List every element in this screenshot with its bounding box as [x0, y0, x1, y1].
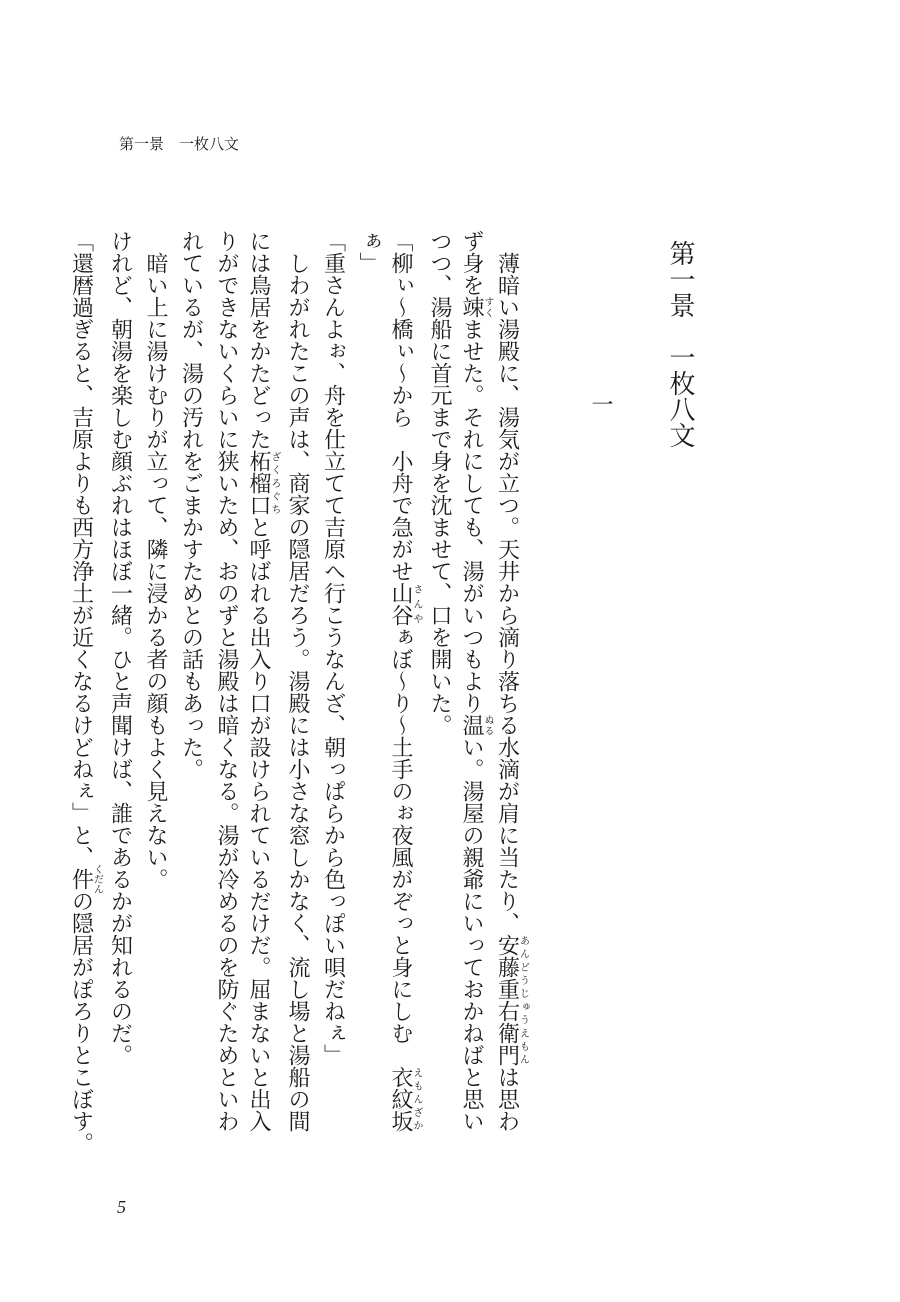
ruby-base: 件: [68, 864, 94, 894]
ruby-text: えもんざか: [411, 1066, 422, 1132]
text-line: [315, 230, 351, 1170]
text-segment: 「柳ぃ～橋ぃ～から 小舟で急がせ: [388, 230, 413, 582]
ruby-text: くだん: [91, 864, 103, 894]
text-segment: 「重さんよぉ、舟を仕立てて吉原へ行こうなんざ、朝っぱらから色っぽい唄だねぇ」: [320, 230, 346, 1066]
chapter-title: 第一景 一枚八文: [665, 240, 695, 448]
ruby-annotation: [494, 934, 529, 1066]
ruby-base: 衣紋坂: [388, 1066, 413, 1132]
text-line: [67, 230, 103, 1170]
ruby-base: 柘榴口: [246, 450, 271, 516]
text-segment: しわがれたこの声は、商家の隠居だろう。湯殿には小さな窓しかなく、流し場と湯船の間: [285, 230, 310, 1132]
text-line: [351, 230, 387, 1170]
text-segment: りができないくらいに狭いため、おのずと湯殿は暗くなる。湯が冷めるのを防ぐためといわ: [214, 230, 239, 1132]
text-segment: ず身を: [459, 230, 484, 296]
ruby-base: 安藤重右衛門: [494, 934, 520, 1066]
ruby-text: ざくろぐち: [269, 450, 280, 516]
ruby-text: あんどうじゅうえもん: [517, 934, 529, 1066]
ruby-annotation: [459, 714, 493, 736]
text-line: [173, 230, 209, 1170]
ruby-annotation: [459, 296, 493, 318]
text-line: [457, 230, 493, 1170]
text-segment: 薄暗い湯殿に、湯気が立つ。天井から滴り落ちる水滴が肩に当たり、: [494, 230, 520, 934]
text-segment: ませた。それにしても、湯がいつもより: [459, 318, 484, 714]
text-segment: には鳥居をかたどった: [246, 230, 271, 450]
ruby-base: 竦: [459, 296, 484, 318]
ruby-base: 温: [459, 714, 484, 736]
text-segment: の隠居がぽろりとこぼす。: [68, 890, 94, 1154]
text-segment: ぁぼ～り～土手のぉ夜風がぞっと身にしむ: [388, 626, 413, 1066]
text-line: [209, 230, 245, 1170]
text-segment: 暗い上に湯けむりが立って、隣に浸かる者の顔もよく見えない。: [143, 230, 168, 890]
section-number: 一: [588, 393, 613, 415]
text-line: [102, 230, 138, 1170]
ruby-annotation: [68, 864, 103, 894]
ruby-text: さんや: [411, 582, 422, 626]
text-line: [493, 230, 529, 1170]
text-line: [422, 230, 458, 1170]
ruby-base: 山谷: [388, 582, 413, 626]
text-segment: れているが、湯の汚れをごまかすためとの話もあった。: [178, 230, 204, 780]
page-number: 5: [117, 1197, 126, 1217]
body-text: [66, 230, 528, 1170]
text-segment: 「還暦過ぎると、吉原よりも西方浄土が近くなるけどねぇ」と、: [68, 230, 94, 868]
text-segment: と呼ばれる出入り口が設けられているだけだ。屈まないと出入: [246, 516, 271, 1132]
text-segment: は思わ: [494, 1066, 520, 1132]
text-line: [244, 230, 280, 1170]
text-line: [386, 230, 422, 1170]
ruby-annotation: [246, 450, 280, 516]
ruby-text: ぬる: [482, 714, 493, 736]
text-segment: けれど、朝湯を楽しむ顔ぶれはほぼ一緒。ひと声聞けば、誰であるかが知れるのだ。: [107, 230, 133, 1066]
ruby-annotation: [388, 582, 422, 626]
text-line: [138, 230, 174, 1170]
ruby-annotation: [388, 1066, 422, 1132]
text-segment: い。湯屋の親爺にいっておかねばと思い: [459, 736, 484, 1132]
text-segment: ぁ」: [356, 230, 381, 274]
ruby-text: すく: [482, 296, 493, 318]
text-segment: つつ、湯船に首元まで身を沈ませて、口を開いた。: [427, 230, 452, 736]
text-line: [280, 230, 316, 1170]
running-head: 第一景 一枚八文: [119, 135, 240, 153]
